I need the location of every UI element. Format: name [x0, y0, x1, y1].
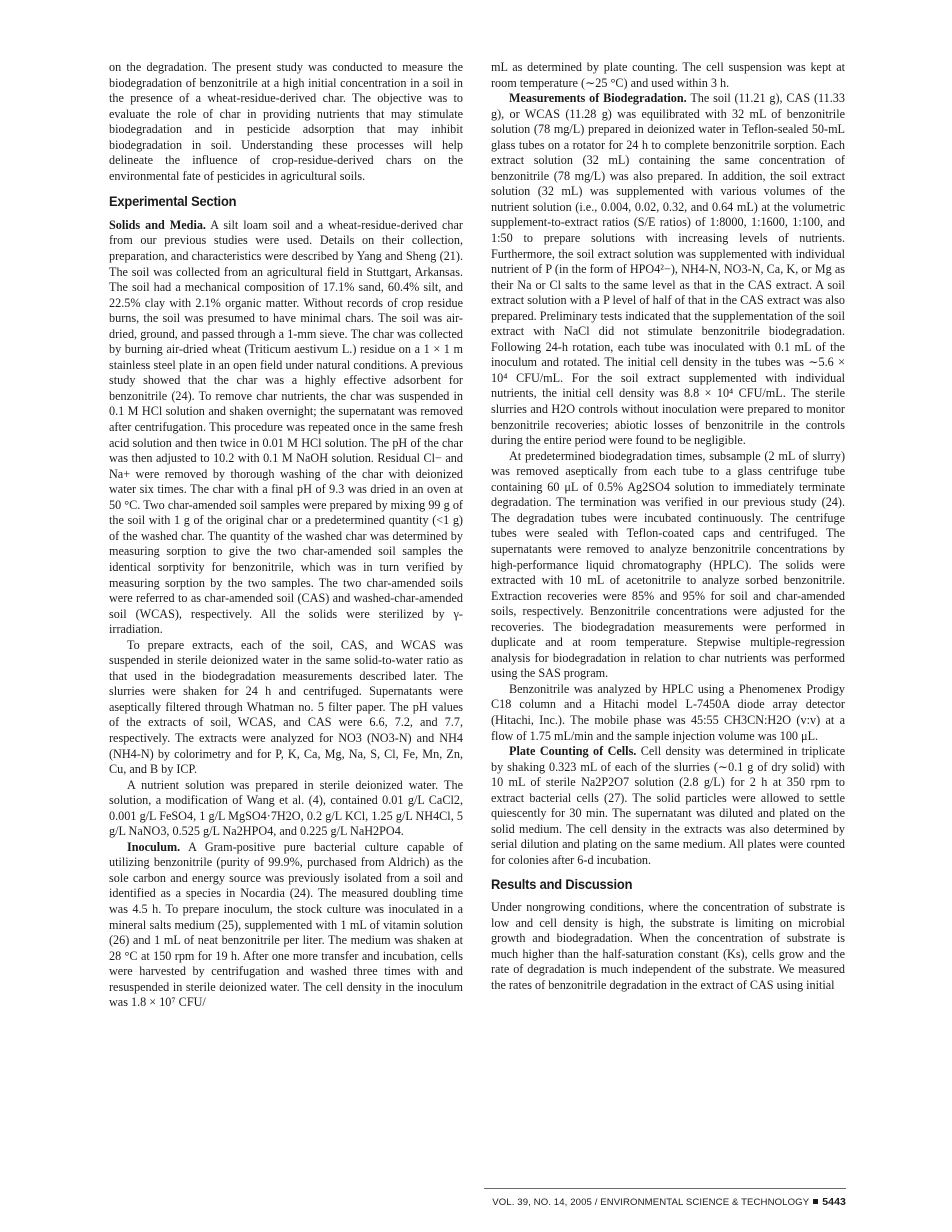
inoculum-paragraph — [109, 840, 463, 1011]
right-column — [491, 60, 845, 993]
nutrient-solution-paragraph: A nutrient solution was prepared in sterile deionized water. The solution, a modification of Wang et al. (4), contained 0.01 g/L CaCl2, 0.001 g/L FeSO4, 1 g/L MgSO4·7H2O, 0.2 g/L KCl, 1.25 g/L NH4Cl, 5 g/L NaNO3, 0.525 g/L Na2HPO4, and 0.225 g/L NaH2PO4. — [109, 777, 463, 839]
experimental-section-heading: Experimental Section — [109, 193, 237, 210]
left-column — [109, 60, 463, 1011]
extracts-paragraph: To prepare extracts, each of the soil, CAS, and WCAS was suspended in sterile deionized water in the same solid-to-water ratio as that used in the biodegradation measurements described later. The slurries were shaken for 24 h and centrifuged. Supernatants were aseptically filtered through Whatman no. 5 filter paper. The pH values of the extracts of soil, WCAS, and CAS were 6.6, 7.2, and 7.7, respectively. The extracts were analyzed for NO3 (NO3-N) and NH4 (NH4-N) by colorimetry and for P, K, Ca, Mg, Na, S, Cl, Fe, Mn, Zn, Cu, and B by ICP. — [109, 637, 463, 777]
inoculum-body: A Gram-positive pure bacterial culture capable of utilizing benzonitrile (purity of 99.9%, purchased from Aldrich) as the sole carbon and energy source was previously isolated from a soil and identified as a species in Nocardia (24). The measured doubling time was 4.5 h. To prepare inoculum, the stock culture was inoculated in a mineral salts medium (25), supplemented with 1 mL of vitamin solution (26) and 1 mL of neat benzonitrile per liter. The medium was shaken at 28 °C at 150 rpm for 19 h. After one more transfer and incubation, cells were harvested by centrifugation and washed three times with and resuspended in sterile deionized water. The cell density in the inoculum was 1.8 × 10⁷ CFU/ — [109, 839, 463, 1010]
plate-counting-title: Plate Counting of Cells. — [509, 744, 637, 759]
plate-counting-body: Cell density was determined in triplicate by shaking 0.323 mL of each of the slurries (∼0.1 g of dry solid) with 10 mL of sterile Na2P2O7 solution (2.8 g/L) for 2 h at 350 rpm to extract bacterial cells (27). The solid particles were allowed to settle quiescently for 30 min. The supernatant was diluted and plated on the solid medium. The cell density in the extracts was also determined by serial dilution and plating on the same medium. All plates were counted for colonies after 6-d incubation. — [491, 744, 845, 867]
hplc-paragraph: Benzonitrile was analyzed by HPLC using a Phenomenex Prodigy C18 column and a Hitachi model L-7450A diode array detector (Hitachi, Inc.). The mobile phase was 45:55 CH3CN:H2O (v:v) at a flow of 1.75 mL/min and the sample injection volume was 100 μL. — [491, 681, 845, 743]
continued-paragraph: mL as determined by plate counting. The cell suspension was kept at room temperature (∼25 °C) and used within 3 h. — [491, 60, 845, 90]
results-paragraph: Under nongrowing conditions, where the concentration of substrate is low and cell density is high, the substrate is limiting on microbial growth and biodegradation. When the concentration of substrate is much higher than the half-saturation constant (Ks), cells grow and the rate of degradation is much independent of the substrate. We measured the rates of benzonitrile degradation in the extract of CAS using initial — [491, 899, 845, 992]
footer-journal-info: VOL. 39, NO. 14, 2005 / ENVIRONMENTAL SCIENCE & TECHNOLOGY — [492, 1197, 810, 1208]
results-discussion-heading: Results and Discussion — [491, 876, 633, 893]
biodegradation-body: The soil (11.21 g), CAS (11.33 g), or WCAS (11.28 g) was equilibrated with 32 mL of benzonitrile solution (78 mg/L) prepared in deionized water in Teflon-sealed 50-mL glass tubes on a rotator for 24 h to complete benzonitrile sorption. Each extract solution (32 mL) containing the same concentration of benzonitrile (78 mg/L) was also prepared. In addition, the soil extract solution (32 mL) was supplemented with various volumes of the nutrient solution (i.e., 0.004, 0.02, 0.32, and 0.64 mL) at the volumetric supplement-to-extract ratios (S/E ratios) of 1:8000, 1:1600, 1:100, and 1:50 to prepare solutions with increasing levels of nutrients. Furthermore, the soil extract solution was supplemented with individual nutrient of P (in the form of HPO4²−), NH4-N, NO3-N, Ca, K, or Mg as their Na or Cl salts to the same level as that in the CAS extract. A soil extract solution with a P level of half of that in the CAS extract was also prepared. Preliminary tests indicated that the supplementation of the soil extract with NaCl did not stimulate benzonitrile biodegradation. Following 24-h rotation, each tube was inoculated with 0.1 mL of the inoculum and rotated. The initial cell density in the tubes was ∼5.6 × 10⁴ CFU/mL. For the soil extract supplemented with individual nutrients, the initial cell density was 8.8 × 10⁴ CFU/mL. The sterile slurries and H2O controls without inoculation were prepared to monitor benzonitrile recoveries; abiotic losses of benzonitrile in the controls during the entire period were found to be negligible. — [491, 91, 845, 448]
biodegradation-paragraph — [491, 91, 845, 449]
intro-paragraph: on the degradation. The present study was conducted to measure the biodegradation of benzonitrile at a high initial concentration in a soil in the presence of a wheat-residue-derived char. The objective was to evaluate the role of char in providing nutrients that may stimulate biodegradation and in pesticide adsorption that may inhibit biodegradation in soil. Understanding these processes will help delineate the influence of crop-residue-derived chars on the environmental fate of pesticides in agricultural soils. — [109, 60, 463, 183]
biodegradation-title: Measurements of Biodegradation. — [509, 91, 687, 106]
solids-media-body: A silt loam soil and a wheat-residue-derived char from our previous studies were used. Details on their collection, preparation, and characteristics were described by Yang and Sheng (21). The soil was collected from an agricultural field in Stuttgart, Arkansas. The soil had a mechanical composition of 17.1% sand, 60.4% silt, and 22.5% clay with 2.1% organic matter. Without records of crop residue burns, the soil was presumed to have minimal chars. The soil was air-dried, ground, and passed through a 1-mm sieve. The char was collected by burning air-dried wheat (Triticum aestivum L.) residue on a 1 × 1 m stainless steel plate in an open field under natural conditions. A previous study showed that the char was a highly effective adsorbent for benzonitrile (24). To remove char nutrients, the char was suspended in 0.1 M HCl solution and shaken overnight; the supernatant was removed after centrifugation. This procedure was repeated once in the same fresh acid solution and then twice in 0.01 M HCl solution. The pH of the char was then adjusted to 10.2 with 0.1 M NaOH solution. Residual Cl− and Na+ were removed by thorough washing of the char with deionized water six times. The char with a final pH of 9.3 was dried in an oven at 50 °C. Two char-amended soil samples were prepared by mixing 99 g of the soil with 1 g of the original char or a predetermined quantity (<1 g) of the washed char. The quantity of the washed char was determined by measuring sorption to give the two char-amended soil samples the identical sorptivity for benzonitrile, which was in turn verified by measuring sorption by the two samples. The two char-amended soils were referred to as char-amended soil (CAS) and washed-char-amended soil (WCAS), respectively. All the solids were sterilized by γ-irradiation. — [109, 217, 463, 637]
inoculum-title: Inoculum. — [127, 839, 181, 854]
square-bullet-icon — [813, 1199, 818, 1204]
solids-media-paragraph — [109, 218, 463, 638]
subsample-paragraph: At predetermined biodegradation times, subsample (2 mL of slurry) was removed aseptically from each tube to a glass centrifuge tube containing 60 μL of 0.5% Ag2SO4 solution to immediately terminate degradation. The termination was verified in our previous study (24). The degradation tubes were incubated continuously. The centrifuge tubes were sealed with Teflon-coated caps and centrifuged. The supernatants were removed to analyze benzonitrile concentrations by high-performance liquid chromatography (HPLC). The solids were extracted with 10 mL of acetonitrile to analyze sorbed benzonitrile. Extraction recoveries were 85% and 95% for soil and char-amended soils, respectively. Benzonitrile concentrations were adjusted for the recoveries. The biodegradation measurements were performed in duplicate and at room temperature. Stepwise multiple-regression analysis for biodegradation in relation to char nutrients was performed using the SAS program. — [491, 448, 845, 681]
plate-counting-paragraph — [491, 744, 845, 868]
footer-rule — [484, 1188, 846, 1189]
page-number: 5443 — [822, 1196, 846, 1208]
page-footer — [484, 1196, 846, 1208]
solids-media-title: Solids and Media. — [109, 217, 206, 232]
